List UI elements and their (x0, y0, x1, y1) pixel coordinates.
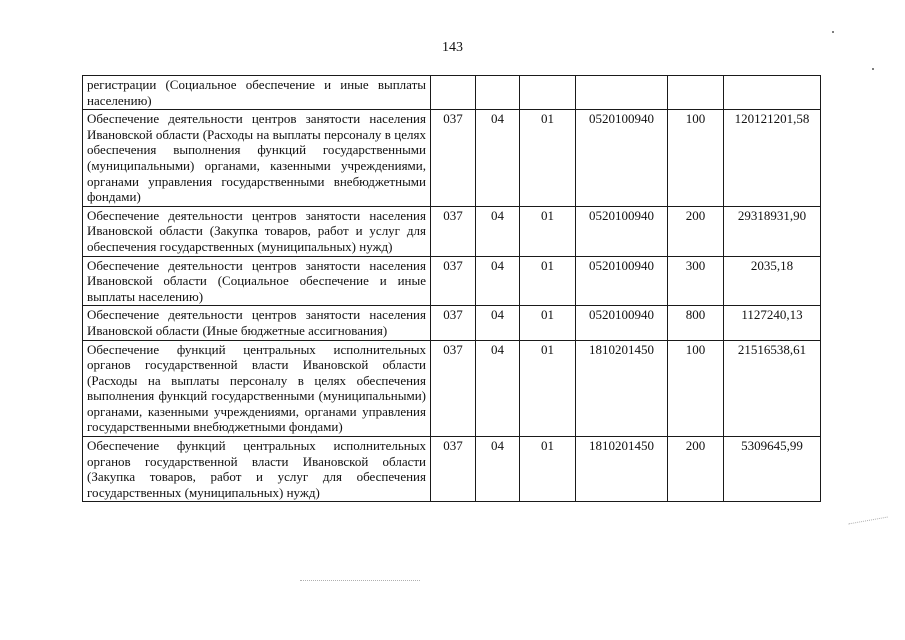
expense-type-cell (668, 76, 724, 110)
amount-cell: 120121201,58 (724, 110, 821, 207)
target-code-cell: 0520100940 (576, 110, 668, 207)
description-cell: Обеспечение деятельности центров занятости населения Ивановской области (Иные бюджетные ассигнования) (83, 306, 431, 340)
amount-cell: 1127240,13 (724, 306, 821, 340)
expense-type-cell: 200 (668, 437, 724, 502)
section-code-cell: 04 (476, 110, 520, 207)
expense-type-cell: 800 (668, 306, 724, 340)
table-row (83, 110, 821, 207)
amount-cell: 21516538,61 (724, 340, 821, 437)
admin-code-cell: 037 (431, 437, 476, 502)
target-code-cell: 0520100940 (576, 256, 668, 306)
amount-cell (724, 76, 821, 110)
expense-type-cell: 300 (668, 256, 724, 306)
table-row (83, 206, 821, 256)
expense-type-cell: 100 (668, 110, 724, 207)
subsection-code-cell: 01 (520, 340, 576, 437)
admin-code-cell: 037 (431, 256, 476, 306)
section-code-cell: 04 (476, 206, 520, 256)
target-code-cell: 0520100940 (576, 306, 668, 340)
description-cell: регистрации (Социальное обеспечение и иные выплаты населению) (83, 76, 431, 110)
admin-code-cell: 037 (431, 206, 476, 256)
expense-type-cell: 100 (668, 340, 724, 437)
subsection-code-cell: 01 (520, 206, 576, 256)
page-number: 143 (442, 40, 463, 55)
admin-code-cell: 037 (431, 306, 476, 340)
section-code-cell: 04 (476, 256, 520, 306)
table-row (83, 306, 821, 340)
scan-smudge (300, 580, 420, 581)
section-code-cell: 04 (476, 306, 520, 340)
description-cell: Обеспечение деятельности центров занятости населения Ивановской области (Расходы на выплаты персоналу в целях обеспечения выполнения функций государственными (муниципальными) органами, казенными учреждениями, органами управления государственными внебюджетными фондами) (83, 110, 431, 207)
target-code-cell: 0520100940 (576, 206, 668, 256)
target-code-cell (576, 76, 668, 110)
expense-type-cell: 200 (668, 206, 724, 256)
target-code-cell: 1810201450 (576, 340, 668, 437)
scan-smudge (848, 517, 888, 525)
description-cell: Обеспечение функций центральных исполнительных органов государственной власти Ивановской области (Расходы на выплаты персоналу в целях обеспечения выполнения функций государственными (муниципальными) органами, казенными учреждениями, органами управления государственными внебюджетными фондами) (83, 340, 431, 437)
admin-code-cell (431, 76, 476, 110)
subsection-code-cell: 01 (520, 110, 576, 207)
scan-speck (832, 31, 834, 33)
description-cell: Обеспечение деятельности центров занятости населения Ивановской области (Социальное обеспечение и иные выплаты населению) (83, 256, 431, 306)
amount-cell: 2035,18 (724, 256, 821, 306)
amount-cell: 5309645,99 (724, 437, 821, 502)
description-cell: Обеспечение функций центральных исполнительных органов государственной власти Ивановской области (Закупка товаров, работ и услуг для обеспечения государственных (муниципальных) нужд) (83, 437, 431, 502)
target-code-cell: 1810201450 (576, 437, 668, 502)
subsection-code-cell: 01 (520, 437, 576, 502)
section-code-cell: 04 (476, 437, 520, 502)
table-row (83, 437, 821, 502)
subsection-code-cell: 01 (520, 256, 576, 306)
amount-cell: 29318931,90 (724, 206, 821, 256)
admin-code-cell: 037 (431, 340, 476, 437)
subsection-code-cell (520, 76, 576, 110)
table-row (83, 256, 821, 306)
admin-code-cell: 037 (431, 110, 476, 207)
section-code-cell: 04 (476, 340, 520, 437)
scan-speck (872, 68, 874, 70)
section-code-cell (476, 76, 520, 110)
table-row (83, 340, 821, 437)
budget-table (82, 75, 821, 502)
table-body (83, 76, 821, 502)
subsection-code-cell: 01 (520, 306, 576, 340)
description-cell: Обеспечение деятельности центров занятости населения Ивановской области (Закупка товаров, работ и услуг для обеспечения государственных (муниципальных) нужд) (83, 206, 431, 256)
table-row (83, 76, 821, 110)
